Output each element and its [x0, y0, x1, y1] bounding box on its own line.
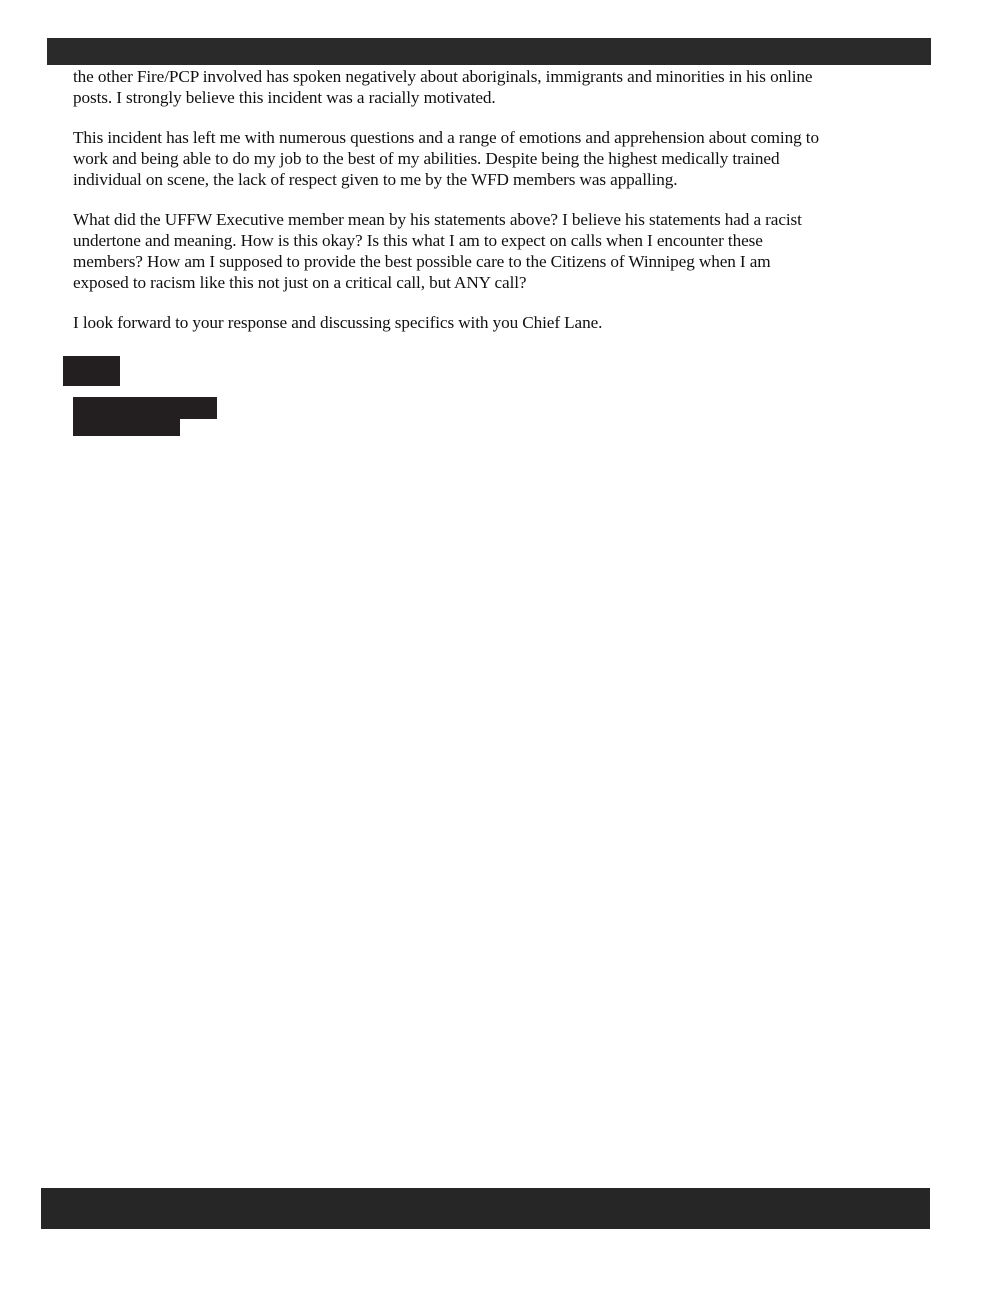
signature-redaction-block	[63, 356, 120, 386]
letter-body	[73, 66, 903, 333]
paragraph-questions: What did the UFFW Executive member mean by his statements above? I believe his statements had a racist undertone and meaning. How is this okay? Is this what I am to expect on calls when I encounter these members? How am I supposed to provide the best possible care to the Citizens of Winnipeg when I am exposed to racism like this not just on a critical call, but ANY call?	[73, 210, 802, 292]
paragraph-closing: I look forward to your response and discussing specifics with you Chief Lane.	[73, 313, 603, 332]
paragraph-incident-context: the other Fire/PCP involved has spoken negatively about aboriginals, immigrants and minorities in his online posts. I strongly believe this incident was a racially motivated.	[73, 67, 813, 107]
paragraph-emotional-impact: This incident has left me with numerous questions and a range of emotions and apprehension about coming to work and being able to do my job to the best of my abilities. Despite being the highest medically trained individual on scene, the lack of respect given to me by the WFD members was appalling.	[73, 128, 819, 189]
footer-redaction-bar	[41, 1188, 930, 1229]
name-redaction-block-lower	[73, 415, 180, 436]
header-redaction-bar	[47, 38, 931, 65]
